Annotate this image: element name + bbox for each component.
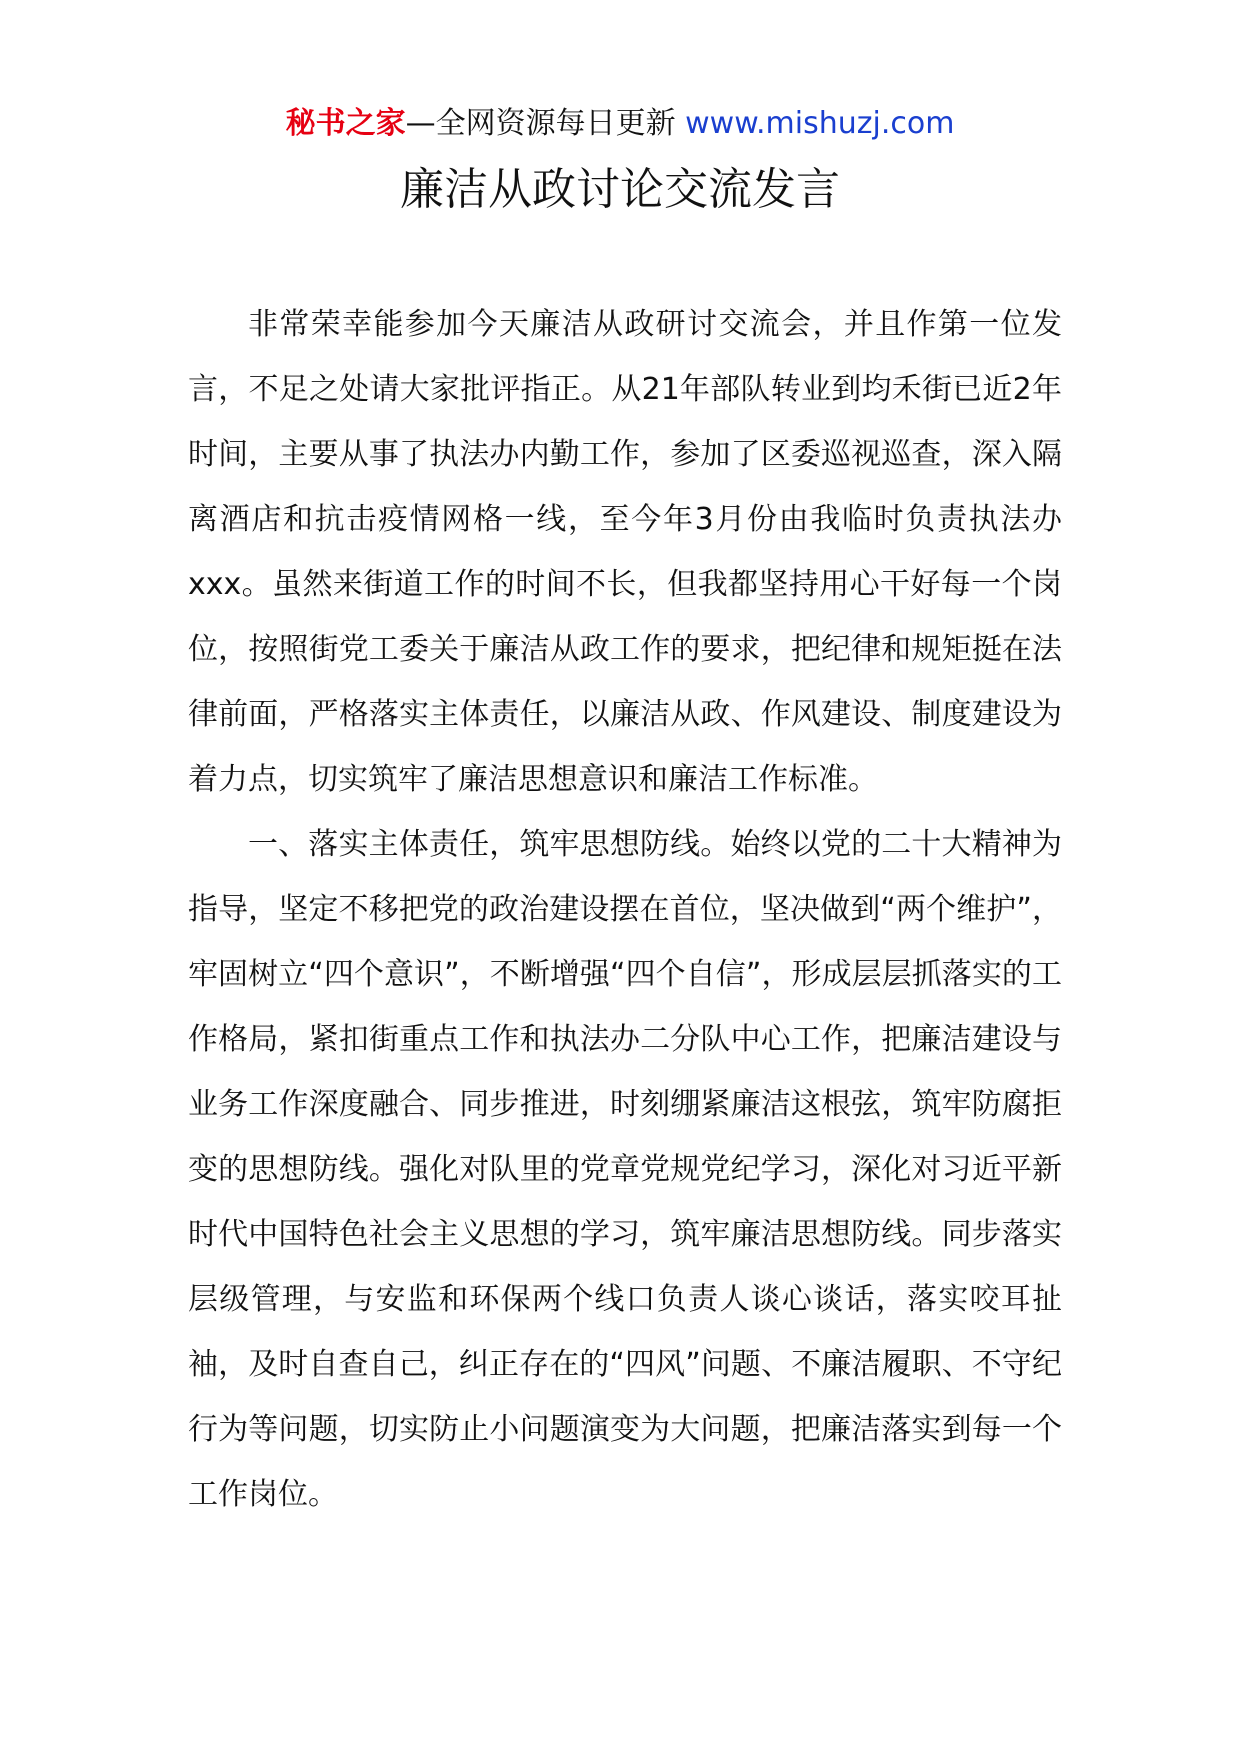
header-tagline: —全网资源每日更新 bbox=[405, 106, 686, 141]
document-body bbox=[188, 292, 1062, 1527]
document-title: 廉洁从政讨论交流发言 bbox=[400, 164, 840, 215]
body-paragraph-intro: 非常荣幸能参加今天廉洁从政研讨交流会，并且作第一位发言，不足之处请大家批评指正。从21年部队转业到均禾街已近2年时间，主要从事了执法办内勤工作，参加了区委巡视巡查，深入隔离酒店和抗击疫情网格一线，至今年3月份由我临时负责执法办xxx。虽然来街道工作的时间不长，但我都坚持用心干好每一个岗位，按照街党工委关于廉洁从政工作的要求，把纪律和规矩挺在法律前面，严格落实主体责任，以廉洁从政、作风建设、制度建设为着力点，切实筑牢了廉洁思想意识和廉洁工作标准。 bbox=[188, 307, 1062, 797]
site-url-link[interactable]: www.mishuzj.com bbox=[685, 106, 955, 141]
body-paragraph-section-1: 一、落实主体责任，筑牢思想防线。始终以党的二十大精神为指导，坚定不移把党的政治建设摆在首位，坚决做到“两个维护”，牢固树立“四个意识”，不断增强“四个自信”，形成层层抓落实的工作格局，紧扣街重点工作和执法办二分队中心工作，把廉洁建设与业务工作深度融合、同步推进，时刻绷紧廉洁这根弦，筑牢防腐拒变的思想防线。强化对队里的党章党规党纪学习，深化对习近平新时代中国特色社会主义思想的学习，筑牢廉洁思想防线。同步落实层级管理，与安监和环保两个线口负责人谈心谈话，落实咬耳扯袖，及时自查自己，纠正存在的“四风”问题、不廉洁履职、不守纪行为等问题，切实防止小问题演变为大问题，把廉洁落实到每一个工作岗位。 bbox=[188, 827, 1062, 1512]
brand-name: 秘书之家 bbox=[285, 106, 406, 141]
site-header bbox=[0, 104, 1240, 144]
